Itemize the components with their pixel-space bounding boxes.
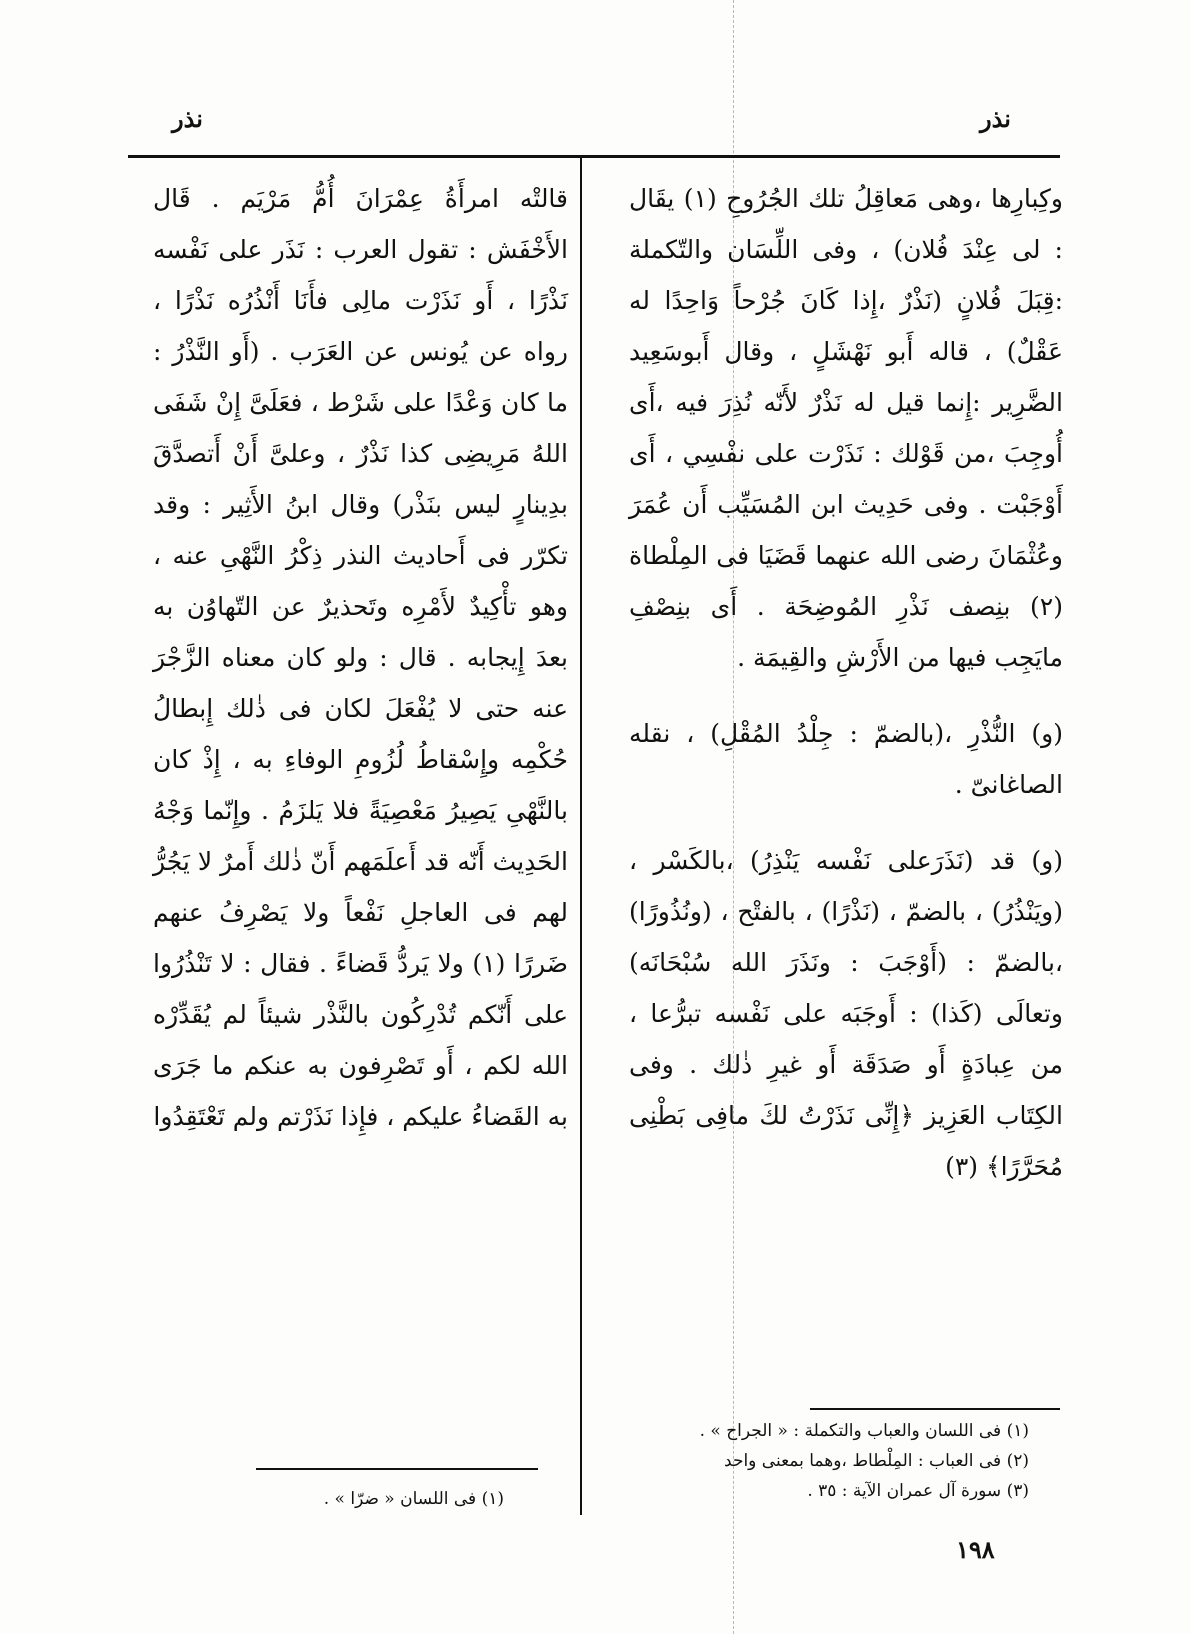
header-rule (128, 155, 1060, 158)
running-header-right: نذر (980, 104, 1011, 133)
footnote-1: (١) فى اللسان والعباب والتكملة : « الجراح » . (699, 1421, 1029, 1441)
left-paragraph-1: قالتْه امرأَةُ عِمْرَانَ أُمُّ مَرْيَم . قَال الأَخْفَش : تقول العرب : نَذَر على نَفْسه نَذْرًا ، أَو نَذَرْت مالِى فأَنَا أَنْذُرُه نَذْرًا ، رواه عن يُونس عن العَرَب . (أَو النَّذْرُ : ما كان وَعْدًا على شَرْط ، فعَلَىَّ إِنْ شَفَى اللهُ مَرِيضِى كذا نَذْرٌ ، وعلىَّ أَنْ أَتصدَّقَ بدِينارٍ ليس بنَذْر) وقال ابنُ الأَثِير : وقد تكرّر فى أَحاديث النذر ذِكْرُ النَّهْىِ عنه ، وهو تأْكِيدٌ لأَمْرِه وتَحذيرٌ عن التّهاوُن به بعدَ إِيجابه . قال : ولو كان معناه الزَّجْرَ عنه حتى لا يُفْعَلَ لكان فى ذٰلك إِبطالُ حُكْمِه وإِسْقاطُ لُزُومِ الوفاءِ به ، إِذْ كان بالنَّهْىِ يَصِيرُ مَعْصِيَةً فلا يَلزَمُ . وإِنّما وَجْهُ الحَدِيث أَنّه قد أَعلَمَهم أَنّ ذٰلك أَمرٌ لا يَجُرُّ لهم فى العاجلِ نَفْعاً ولا يَصْرِفُ عنهم ضَررًا (١) ولا يَردُّ قَضاءً . فقال : لا تَنْذُرُوا على أَنّكم تُدْرِكُون بالنَّذْر شيئاً لم يُقَدِّرْه الله لكم ، أَو تَصْرِفون به عنكم ما جَرَى به القَضاءُ عليكم ، فإِذا نَذَرْتم ولم تَعْتَقِدُوا (153, 184, 568, 1131)
footnote-2: (٢) فى العباب : المِلْطاط ،وهما بمعنى واحد (724, 1451, 1029, 1471)
footnote-rule-right (810, 1408, 1060, 1410)
footnote-3: (٣) سورة آل عمران الآية : ٣٥ . (807, 1481, 1029, 1501)
right-paragraph-2: (و) النُّذْرِ ،(بالضمّ : جِلْدُ المُقْلِ) ، نقله الصاغانىّ . (629, 719, 1063, 799)
footnotes-right (609, 1416, 1029, 1506)
right-paragraph-1: وكِبارِها ،وهى مَعاقِلُ تلك الجُرُوحِ (١) يقَال : لى عِنْدَ فُلان) ، وفى اللِّسَان والتّكملة :قِبَلَ فُلانٍ (نَذْرٌ ،إِذا كَانَ جُرْحاً وَاحِدًا له عَقْلٌ) ، قاله أَبو نَهْشَلٍ ، وقال أَبوسَعِيد الضَّرِير :إِنما قيل له نَذْرٌ لأَنّه نُذِرَ فيه ،أَى أُوجِبَ ،من قَوْلك : نَذَرْت على نفْسِي ، أَى أَوْجَبْت . وفى حَدِيث ابن المُسَيِّب أَن عُمَرَ وعُثْمَانَ رضى الله عنهما قَضَيَا فى المِلْطاة (٢) بنِصف نَذْرِ المُوضِحَة . أَى بنِصْفِ مايَجِب فيها من الأَرْشِ والقِيمَة . (629, 184, 1063, 672)
page-number: ١٩٨ (956, 1535, 995, 1564)
left-column (153, 173, 568, 1142)
running-header-left: نذر (172, 104, 203, 133)
footnotes-left (204, 1484, 504, 1514)
column-divider (580, 155, 582, 1515)
right-paragraph-3: (و) قد (نَذَرَعلى نَفْسه يَنْذِرُ) ،بالكَسْر ، (ويَنْذُرُ) ، بالضمّ ، (نَذْرًا) ، بالفتْح ، (ونُذُورًا) ،بالضمّ : (أَوْجَبَ : ونَذَرَ الله سُبْحَانَه) وتعالَى (كَذا) : أَوجَبَه على نَفْسه تبرُّعا ، من عِبادَةٍ أَو صَدَقَة أَو غيرِ ذٰلك . وفى الكِتَاب العَزِيز ﴿إِنِّى نَذَرْتُ لكَ مافِى بَطْنِى مُحَرَّرًا﴾ (٣) (629, 846, 1063, 1181)
footnote-rule-left (256, 1468, 538, 1470)
right-column (629, 173, 1063, 1192)
footnote-left-1: (١) فى اللسان « ضرّا » . (323, 1489, 504, 1509)
